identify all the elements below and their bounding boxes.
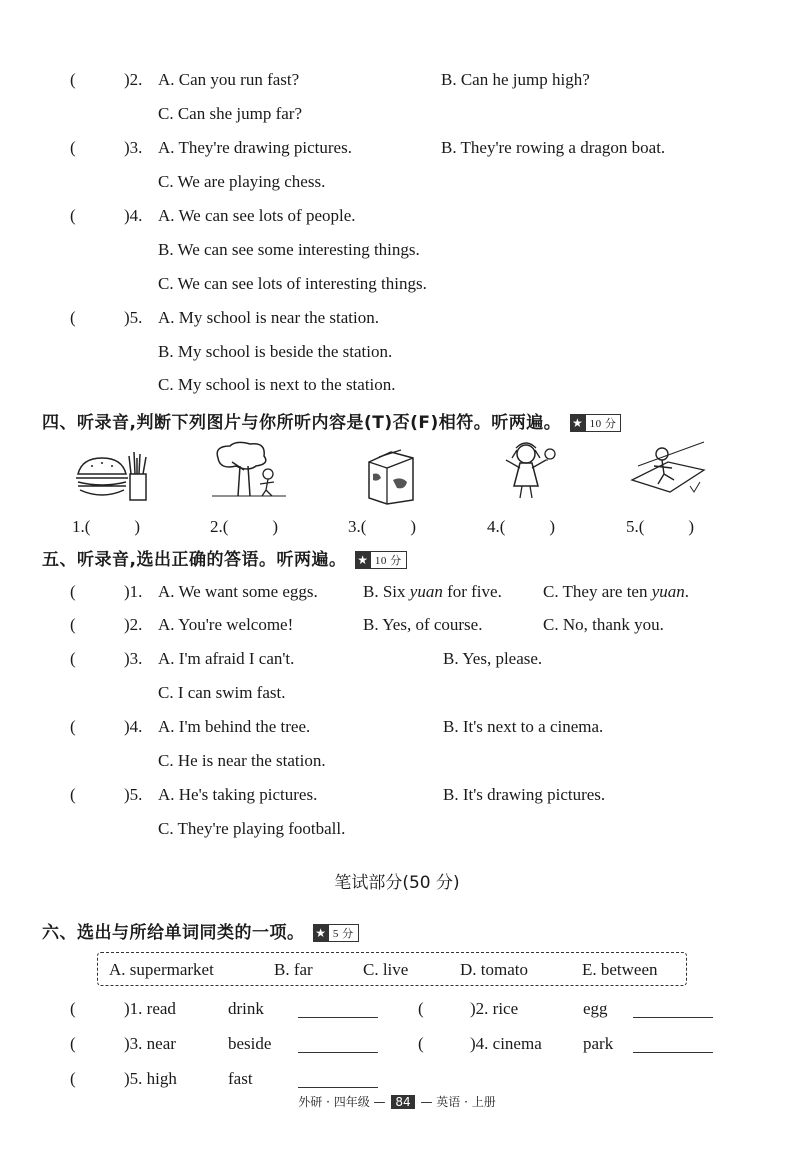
word-option-a: A. supermarket — [109, 960, 214, 979]
q6-5-answer-blank[interactable] — [298, 1070, 378, 1088]
q3-4-option-b: B. We can see some interesting things. — [158, 240, 420, 259]
hamburger-fries-picture — [72, 444, 152, 506]
pic-answer-1[interactable]: 1.( ) — [72, 517, 141, 536]
q6-4-word: )4. cinema — [470, 1034, 542, 1053]
paren-q5-1[interactable]: ( — [70, 582, 76, 601]
q3-5-option-c: C. My school is next to the station. — [158, 375, 396, 394]
q5-1-option-b: B. Six yuan for five. — [363, 582, 502, 601]
q3-2-option-c: C. Can she jump far? — [158, 104, 302, 123]
q5-3-option-a: A. I'm afraid I can't. — [158, 649, 295, 668]
paren-q3-2[interactable]: ( — [70, 70, 76, 89]
pic-answer-4[interactable]: 4.( ) — [487, 517, 556, 536]
section5-title: 五、听录音,选出正确的答语。听两遍。 — [42, 550, 347, 570]
q5-5-option-a: A. He's taking pictures. — [158, 785, 318, 804]
q6-5-word: )5. high — [124, 1069, 177, 1088]
paren-q5-4[interactable]: ( — [70, 717, 76, 736]
paren-q3-3[interactable]: ( — [70, 138, 76, 157]
pic-answer-2[interactable]: 2.( ) — [210, 517, 279, 536]
q5-4-option-b: B. It's next to a cinema. — [443, 717, 604, 736]
written-section-title: 笔试部分(50 分) — [334, 873, 460, 893]
q3-4-option-a: A. We can see lots of people. — [158, 206, 356, 225]
paren-q6-2[interactable]: ( — [418, 999, 424, 1018]
paren-q6-1[interactable]: ( — [70, 999, 76, 1018]
paren-q5-3[interactable]: ( — [70, 649, 76, 668]
q5-2-number: )2. — [124, 615, 143, 634]
paren-q6-4[interactable]: ( — [418, 1034, 424, 1053]
q6-1-word2: drink — [228, 999, 264, 1018]
tree-child-picture — [210, 440, 290, 502]
footer-right: — 英语 · 上册 — [420, 1095, 496, 1109]
q5-1-number: )1. — [124, 582, 143, 601]
child-drawing-picture — [628, 440, 708, 502]
q6-1-answer-blank[interactable] — [298, 1000, 378, 1018]
star-icon: ★ — [313, 925, 329, 941]
q5-2-option-b: B. Yes, of course. — [363, 615, 483, 634]
word-option-c: C. live — [363, 960, 409, 979]
section4-heading — [42, 408, 621, 433]
footer-left: 外研 · 四年级 — — [298, 1095, 386, 1109]
paren-q3-5[interactable]: ( — [70, 308, 76, 327]
q6-2-word2: egg — [583, 999, 608, 1018]
q5-1-option-a: A. We want some eggs. — [158, 582, 318, 601]
q3-3-option-c: C. We are playing chess. — [158, 172, 326, 191]
q5-4-number: )4. — [124, 717, 143, 736]
q3-2-number: )2. — [124, 70, 143, 89]
section5-heading — [42, 545, 407, 570]
word-option-e: E. between — [582, 960, 658, 979]
q6-4-word2: park — [583, 1034, 614, 1053]
q5-2-option-c: C. No, thank you. — [543, 615, 664, 634]
q3-5-option-a: A. My school is near the station. — [158, 308, 379, 327]
paren-q5-2[interactable]: ( — [70, 615, 76, 634]
q5-3-number: )3. — [124, 649, 143, 668]
page-footer — [0, 1093, 794, 1110]
section6-heading — [42, 918, 359, 943]
q5-4-option-a: A. I'm behind the tree. — [158, 717, 311, 736]
word-option-b: B. far — [274, 960, 313, 979]
q6-3-word: )3. near — [124, 1034, 176, 1053]
paren-q3-4[interactable]: ( — [70, 206, 76, 225]
page-number: 84 — [391, 1095, 414, 1109]
section4-title: 四、听录音,判断下列图片与你所听内容是(T)否(F)相符。听两遍。 — [42, 413, 562, 433]
q3-3-option-a: A. They're drawing pictures. — [158, 138, 352, 157]
pic-answer-5[interactable]: 5.( ) — [626, 517, 695, 536]
q3-3-number: )3. — [124, 138, 143, 157]
paren-q6-5[interactable]: ( — [70, 1069, 76, 1088]
q5-1-option-c: C. They are ten yuan. — [543, 582, 690, 601]
q6-3-word2: beside — [228, 1034, 272, 1053]
pic-answer-3[interactable]: 3.( ) — [348, 517, 417, 536]
q6-2-word: )2. rice — [470, 999, 519, 1018]
q3-5-number: )5. — [124, 308, 143, 327]
girl-flower-picture — [496, 438, 576, 500]
q6-1-word: )1. read — [124, 999, 176, 1018]
paren-q6-3[interactable]: ( — [70, 1034, 76, 1053]
q5-3-option-b: B. Yes, please. — [443, 649, 543, 668]
section5-points-badge: ★ 10 分 — [355, 551, 407, 569]
q3-2-option-a: A. Can you run fast? — [158, 70, 300, 89]
q6-5-word2: fast — [228, 1069, 253, 1088]
q3-5-option-b: B. My school is beside the station. — [158, 342, 393, 361]
q5-4-option-c: C. He is near the station. — [158, 751, 326, 770]
word-option-d: D. tomato — [460, 960, 528, 979]
q3-4-number: )4. — [124, 206, 143, 225]
q3-4-option-c: C. We can see lots of interesting things. — [158, 274, 427, 293]
paren-q5-5[interactable]: ( — [70, 785, 76, 804]
section6-title: 六、选出与所给单词同类的一项。 — [42, 923, 305, 943]
star-icon: ★ — [570, 415, 586, 431]
q6-4-answer-blank[interactable] — [633, 1035, 713, 1053]
q3-3-option-b: B. They're rowing a dragon boat. — [441, 138, 666, 157]
milk-carton-picture — [357, 444, 437, 506]
q3-2-option-b: B. Can he jump high? — [441, 70, 590, 89]
section6-points-badge: ★ 5 分 — [313, 924, 359, 942]
star-icon: ★ — [355, 552, 371, 568]
q5-5-option-c: C. They're playing football. — [158, 819, 346, 838]
q6-3-answer-blank[interactable] — [298, 1035, 378, 1053]
section4-points-badge: ★ 10 分 — [570, 414, 622, 432]
q5-2-option-a: A. You're welcome! — [158, 615, 294, 634]
q5-3-option-c: C. I can swim fast. — [158, 683, 286, 702]
q6-2-answer-blank[interactable] — [633, 1000, 713, 1018]
q5-5-option-b: B. It's drawing pictures. — [443, 785, 606, 804]
q5-5-number: )5. — [124, 785, 143, 804]
